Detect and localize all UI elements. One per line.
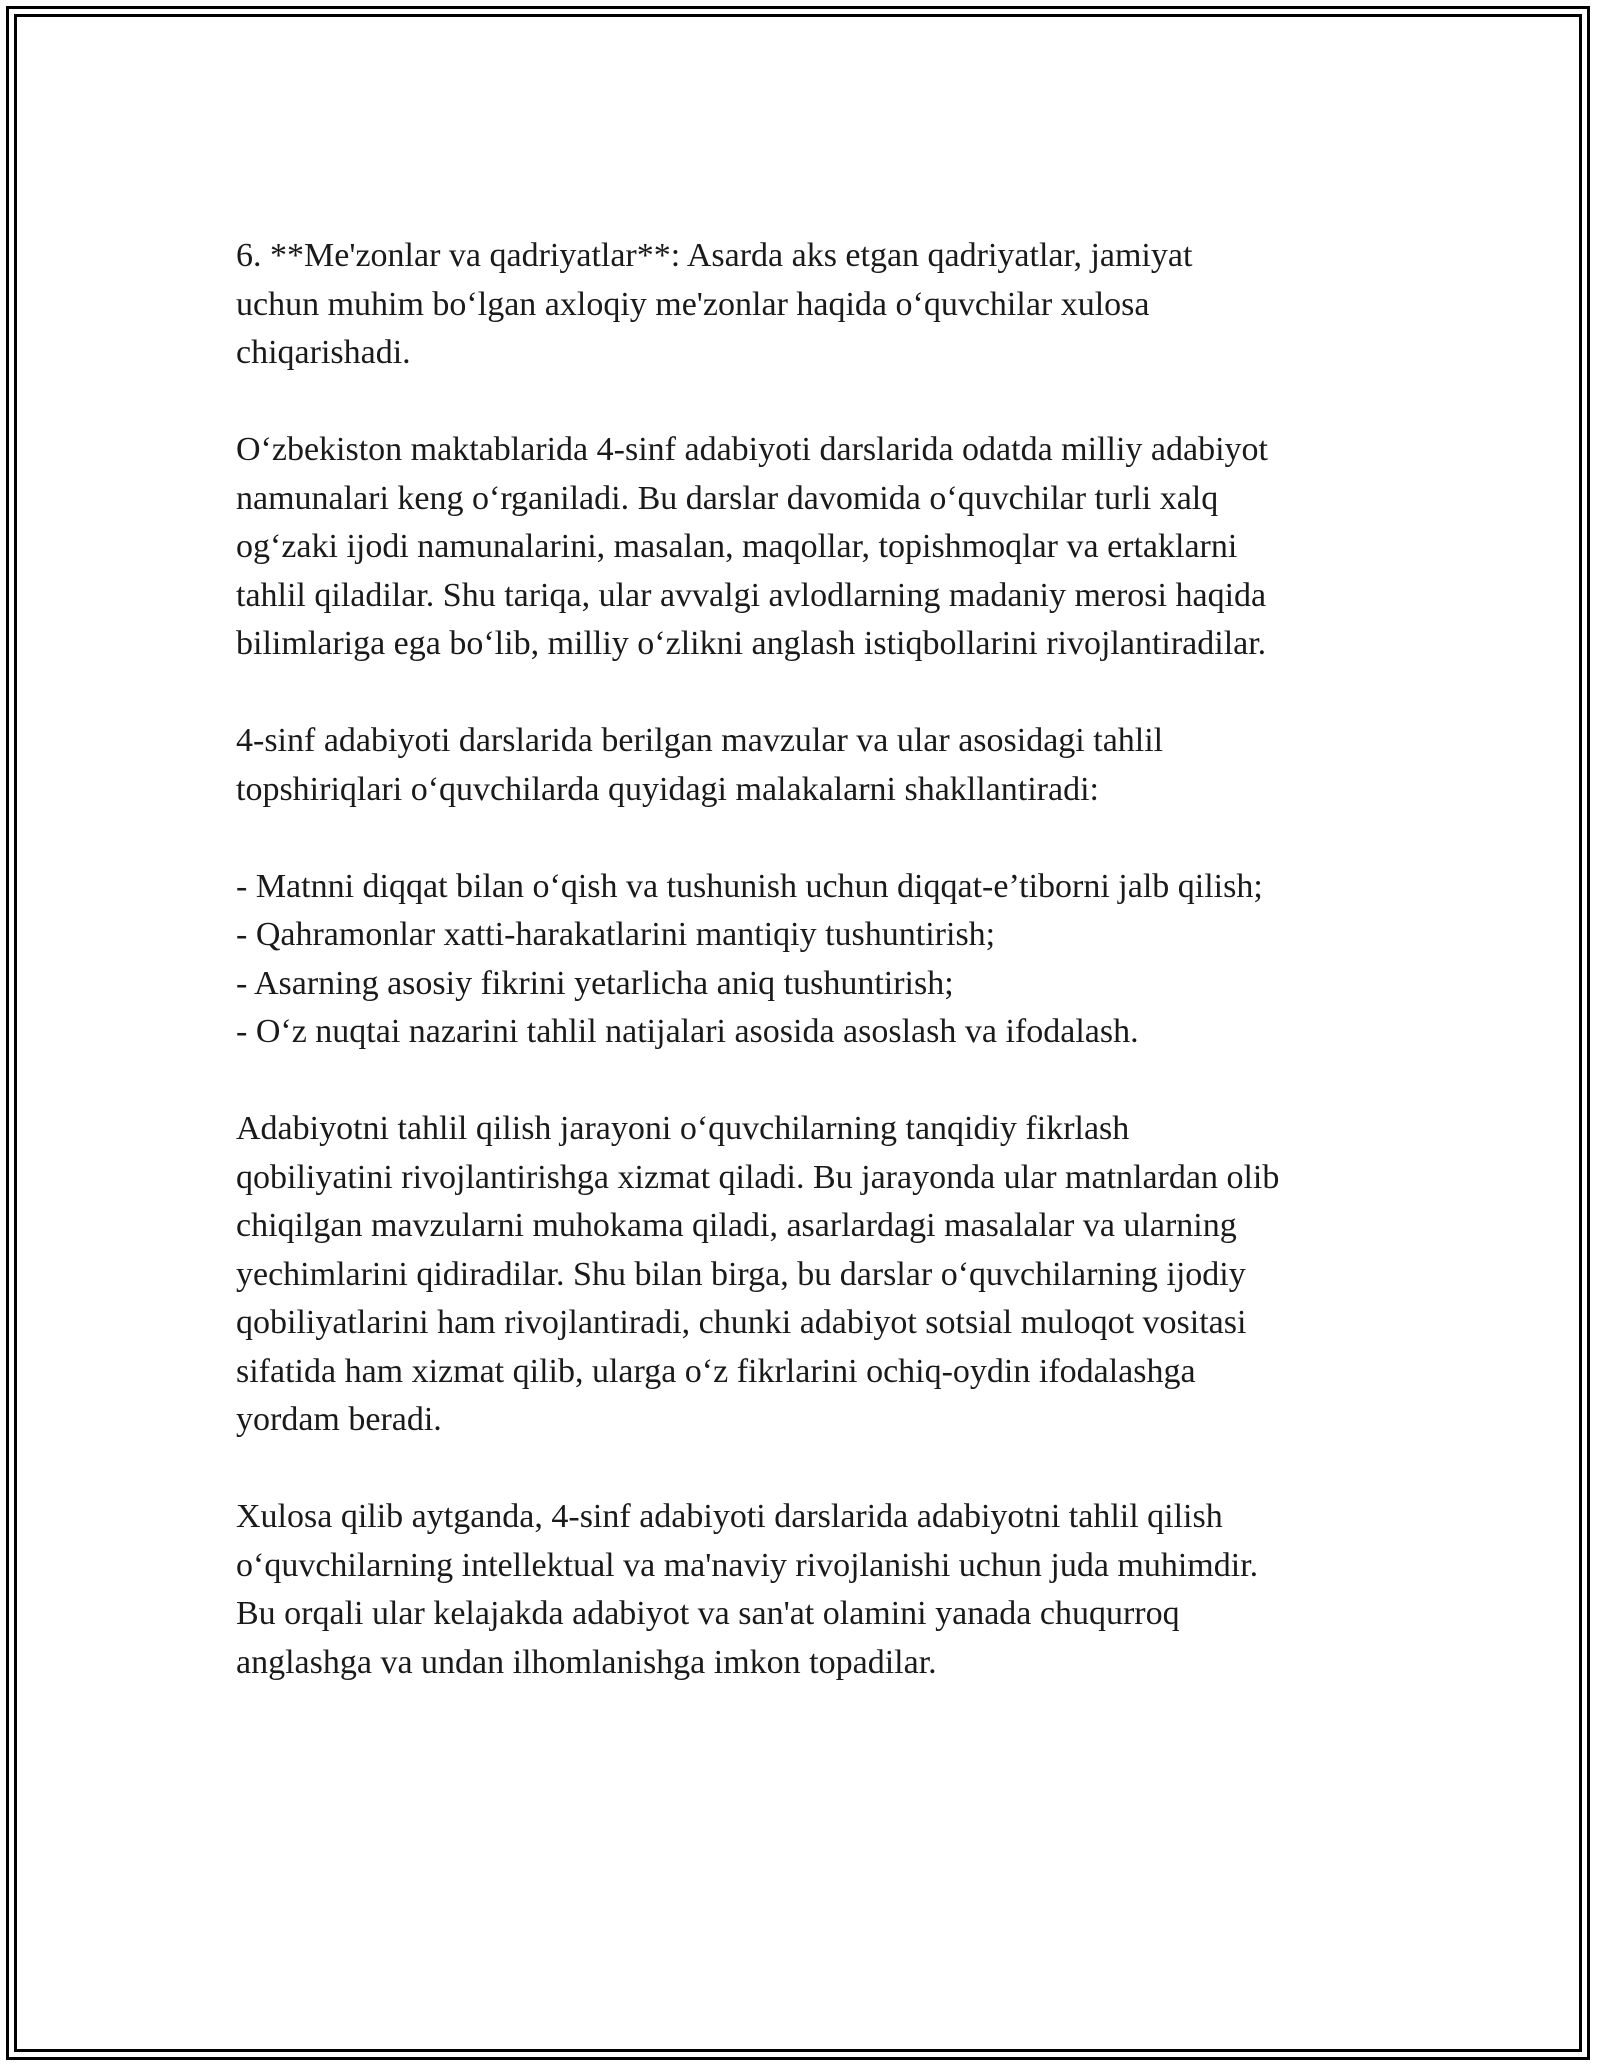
paragraph-criteria-values: 6. **Me'zonlar va qadriyatlar**: Asarda aks etgan qadriyatlar, jamiyat uchun muhim bo‘lgan axloqiy me'zonlar haqida o‘quvchilar xulosa chiqarishadi. xyxy=(236,237,1193,371)
list-item: - Matnni diqqat bilan o‘qish va tushunish uchun diqqat-e’tiborni jalb qilish; xyxy=(236,867,1263,905)
list-item: - Asarning asosiy fikrini yetarlicha aniq tushuntirish; xyxy=(236,964,954,1002)
list-item: - Qahramonlar xatti-harakatlarini mantiqiy tushuntirish; xyxy=(236,916,996,953)
paragraph-national-literature: O‘zbekiston maktablarida 4-sinf adabiyoti darslarida odatda milliy adabiyot namunalari keng o‘rganiladi. Bu darslar davomida o‘quvchilar turli xalq og‘zaki ijodi namunalarini, masalan, maqollar, topishmoqlar va ertaklarni tahlil qiladilar. Shu tariqa, ular avvalgi avlodlarning madaniy merosi haqida bilimlariga ega bo‘lib, milliy o‘zlikni anglash istiqbollarini rivojlantiradilar. xyxy=(236,431,1268,662)
paragraph-conclusion: Xulosa qilib aytganda, 4-sinf adabiyoti darslarida adabiyotni tahlil qilish o‘quvchilarning intellektual va ma'naviy rivojlanishi uchun juda muhimdir. Bu orqali ular kelajakda adabiyot va san'at olamini yanada chuqurroq anglashga va undan ilhomlanishga imkon topadilar. xyxy=(236,1498,1259,1681)
paragraph-skills-intro: 4-sinf adabiyoti darslarida berilgan mavzular va ular asosidagi tahlil topshiriqlari o‘quvchilarda quyidagi malakalarni shakllantiradi: xyxy=(236,722,1164,808)
skills-list xyxy=(236,863,1376,1057)
list-item: - O‘z nuqtai nazarini tahlil natijalari asosida asoslash va ifodalash. xyxy=(236,1013,1139,1050)
paragraph-critical-thinking: Adabiyotni tahlil qilish jarayoni o‘quvchilarning tanqidiy fikrlash qobiliyatini rivojlantirishga xizmat qiladi. Bu jarayonda ular matnlardan olib chiqilgan mavzularni muhokama qiladi, asarlardagi masalalar va ularning yechimlarini qidiradilar. Shu bilan birga, bu darslar o‘quvchilarning ijodiy qobiliyatlarini ham rivojlantiradi, chunki adabiyot sotsial muloqot vositasi sifatida ham xizmat qilib, ularga o‘z fikrlarini ochiq-oydin ifodalashga yordam beradi. xyxy=(236,1110,1280,1438)
document-body xyxy=(236,232,1376,1687)
